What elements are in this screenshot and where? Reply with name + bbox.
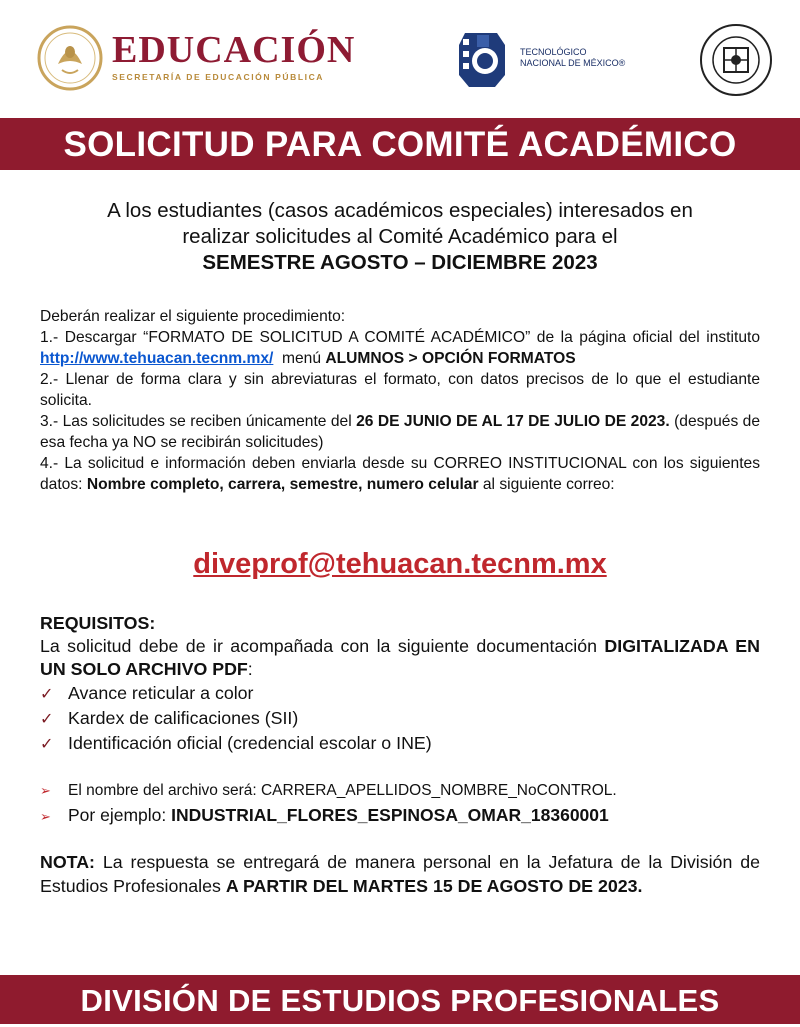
arrow-bullet-icon: ➢ [40,783,51,798]
itt-seal-icon [698,22,774,103]
file-naming-block [40,780,760,830]
step-4-text: 4.- La solicitud e información deben enviarla desde su CORREO INSTITUCIONAL con los siguientes datos: [40,455,760,493]
tecnm-line-2: NACIONAL DE MÉXICO® [520,58,626,68]
step-3-note: (después de esa fecha ya NO se recibirán solicitudes) [40,413,761,451]
list-item [40,732,760,756]
intro-block [40,198,760,276]
file-naming-example [40,802,760,830]
tecnm-line-1: TECNOLÓGICO [520,47,587,57]
procedure-step-2: 2.- Llenar de forma clara y sin abreviaturas el formato, con datos precisos de lo que el estudiante solicita. [40,371,760,409]
requirements-body [40,635,760,681]
contact-email-link[interactable]: diveprof@tehuacan.tecnm.mx [193,548,607,580]
requirement-label: Avance reticular a color [68,683,254,703]
procedure-step-1 [40,327,760,369]
requirements-block [40,612,760,757]
note-text: La respuesta se entregará de manera personal en la Jefatura de la División de Estudios Profesionales [40,852,760,896]
tecnm-wordmark [520,47,625,69]
procedure-block [40,306,760,495]
list-item [40,707,760,731]
checkmark-icon: ✓ [40,711,54,728]
step-3-dates: 26 DE JUNIO DE AL 17 DE JULIO DE 2023. [356,413,670,430]
file-naming-rule [40,780,760,802]
requirements-heading: REQUISITOS: [40,613,156,633]
procedure-step-4 [40,453,760,495]
arrow-bullet-icon: ➢ [40,809,51,824]
institute-link[interactable]: http://www.tehuacan.tecnm.mx/ [40,350,274,367]
requirements-list [40,682,760,756]
requirement-label: Identificación oficial (credencial escolar o INE) [68,733,432,753]
list-item [40,682,760,706]
step-1-menu-path: ALUMNOS > OPCIÓN FORMATOS [325,350,576,367]
header [0,0,800,118]
step-1-text: 1.- Descargar “FORMATO DE SOLICITUD A COMITÉ ACADÉMICO” de la página oficial del instituto [40,329,760,346]
requirements-text: La solicitud debe de ir acompañada con la siguiente documentación [40,636,605,656]
note-block [40,850,760,898]
requirements-format: DIGITALIZADA EN UN SOLO ARCHIVO PDF [40,636,760,679]
example-filename: INDUSTRIAL_FLORES_ESPINOSA_OMAR_18360001 [171,805,609,825]
sep-title: EDUCACIÓN [112,29,356,71]
file-naming-text: El nombre del archivo será: CARRERA_APELLIDOS_NOMBRE_NoCONTROL. [68,782,617,799]
example-label: Por ejemplo: [68,805,172,825]
checkmark-icon: ✓ [40,736,54,753]
procedure-lead: Deberán realizar el siguiente procedimiento: [40,308,346,325]
procedure-step-3 [40,411,760,453]
sep-subtitle: SECRETARÍA DE EDUCACIÓN PÚBLICA [112,72,325,82]
step-4-tail: al siguiente correo: [478,476,615,493]
requirement-label: Kardex de calificaciones (SII) [68,708,299,728]
intro-line-2: realizar solicitudes al Comité Académico para el [182,225,618,248]
note-date: A PARTIR DEL MARTES 15 DE AGOSTO DE 2023. [225,876,643,896]
page-title: SOLICITUD PARA COMITÉ ACADÉMICO [63,125,737,164]
intro-line-1: A los estudiantes (casos académicos especiales) interesados en [107,199,693,222]
step-3-text: 3.- Las solicitudes se reciben únicamente del [40,413,357,430]
footer-title: DIVISIÓN DE ESTUDIOS PROFESIONALES [80,983,720,1018]
semester-label: SEMESTRE AGOSTO – DICIEMBRE 2023 [202,251,598,274]
tecnm-gear-icon [455,27,511,98]
checkmark-icon: ✓ [40,686,54,703]
mexico-coat-of-arms-icon [36,24,104,97]
step-4-fields: Nombre completo, carrera, semestre, numero celular [86,476,479,493]
note-label: NOTA: [40,852,95,872]
step-1-menu-prefix: menú [273,350,326,367]
sep-wordmark [112,30,355,82]
requirements-colon: : [247,659,253,679]
